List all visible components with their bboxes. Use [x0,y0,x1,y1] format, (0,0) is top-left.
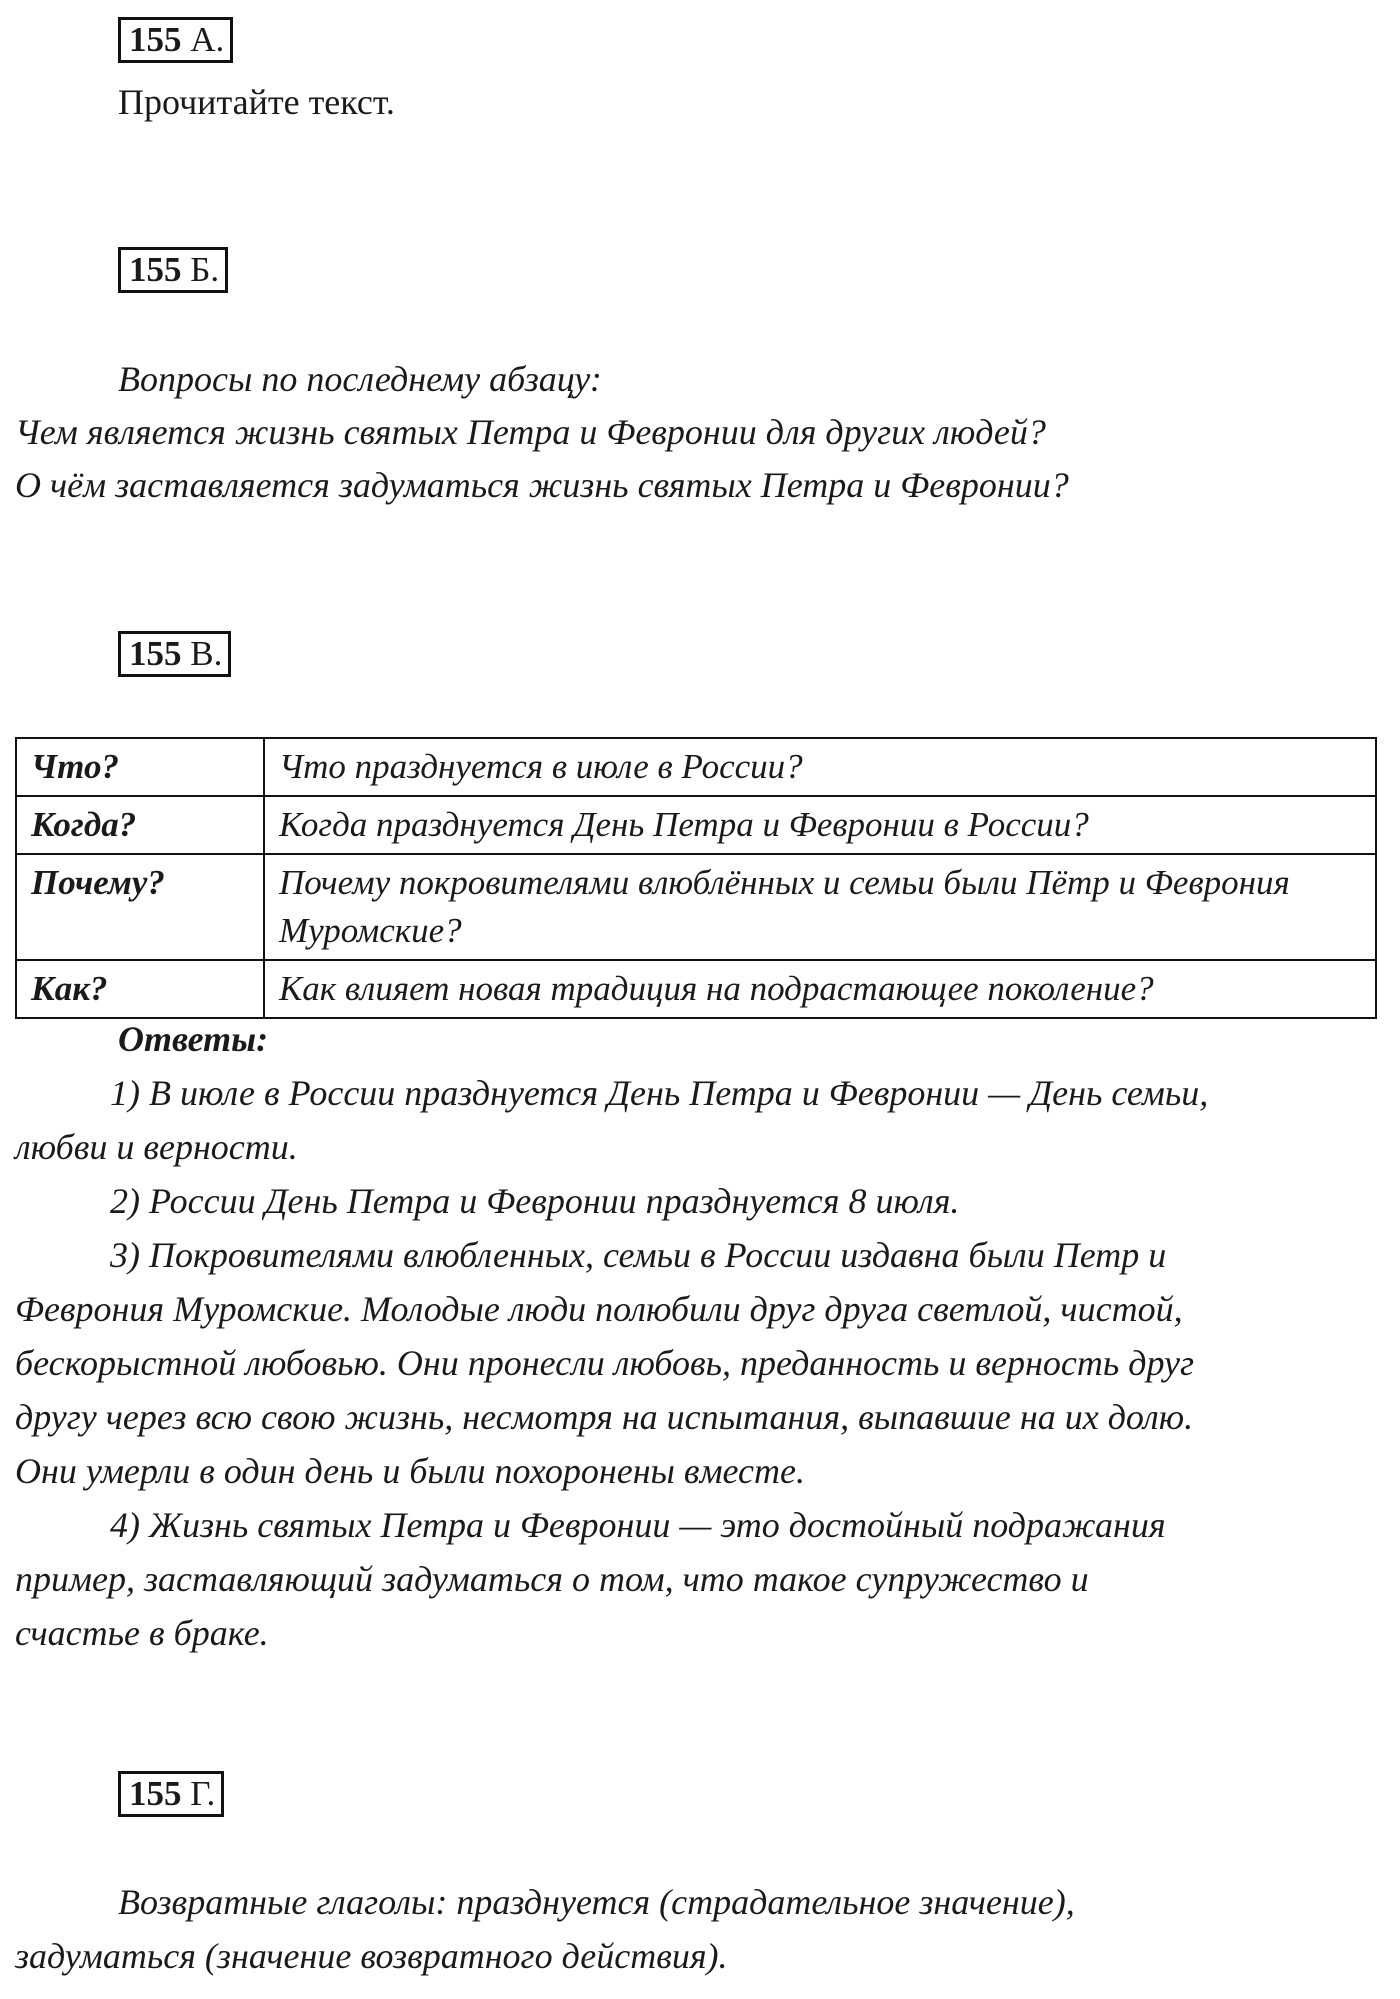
question-text: Почему покровителями влюблённых и семьи были Пётр и Феврония Муромские? [264,854,1376,960]
table-row [16,738,1376,796]
answer-line: счастье в браке. [15,1613,269,1653]
question-text: Что празднуется в июле в России? [264,738,1376,796]
answer-line: любви и верности. [15,1127,298,1167]
exercise-label-155b [118,247,228,293]
question-text: Когда празднуется День Петра и Февронии в России? [264,796,1376,854]
exercise-number: 155 [129,634,182,673]
questions-table [15,737,1377,1019]
question-word: Что? [16,738,264,796]
exercise-letter: Г. [190,1774,216,1813]
table-row [16,960,1376,1018]
answer-line: 4) Жизнь святых Петра и Февронии — это достойный подражания [110,1505,1166,1545]
exercise-letter: В. [190,634,223,673]
question-word: Когда? [16,796,264,854]
questions-heading: Вопросы по последнему абзацу: [118,359,602,399]
question-word: Почему? [16,854,264,960]
answer-line: 2) России День Петра и Февронии празднуется 8 июля. [110,1181,960,1221]
exercise-letter: Б. [190,250,220,289]
exercise-label-155v [118,631,231,677]
question-line: Чем является жизнь святых Петра и Февронии для других людей? [15,412,1046,452]
table-row [16,796,1376,854]
exercise-label-155g [118,1771,224,1817]
exercise-number: 155 [129,250,182,289]
question-line: О чём заставляется задуматься жизнь святых Петра и Февронии? [15,465,1069,505]
answer-line: 3) Покровителями влюбленных, семьи в России издавна были Петр и [110,1235,1167,1275]
task-text-a: Прочитайте текст. [118,82,395,122]
exercise-number: 155 [129,1774,182,1813]
question-text: Как влияет новая традиция на подрастающее поколение? [264,960,1376,1018]
answer-line: Феврония Муромские. Молодые люди полюбили друг друга светлой, чистой, [15,1289,1183,1329]
question-word: Как? [16,960,264,1018]
answer-line: Возвратные глаголы: празднуется (страдательное значение), [118,1882,1075,1922]
answer-line: 1) В июле в России празднуется День Петра и Февронии — День семьи, [110,1073,1209,1113]
answer-line: другу через всю свою жизнь, несмотря на испытания, выпавшие на их долю. [15,1397,1194,1437]
answers-title: Ответы: [118,1019,269,1059]
exercise-number: 155 [129,20,182,59]
exercise-label-155a [118,17,233,63]
answer-line: задуматься (значение возвратного действия). [15,1936,728,1976]
exercise-letter: А. [190,20,225,59]
table-row [16,854,1376,960]
answer-line: пример, заставляющий задуматься о том, что такое супружество и [15,1559,1089,1599]
answer-line: Они умерли в один день и были похоронены вместе. [15,1451,805,1491]
answer-line: бескорыстной любовью. Они пронесли любовь, преданность и верность друг [15,1343,1194,1383]
